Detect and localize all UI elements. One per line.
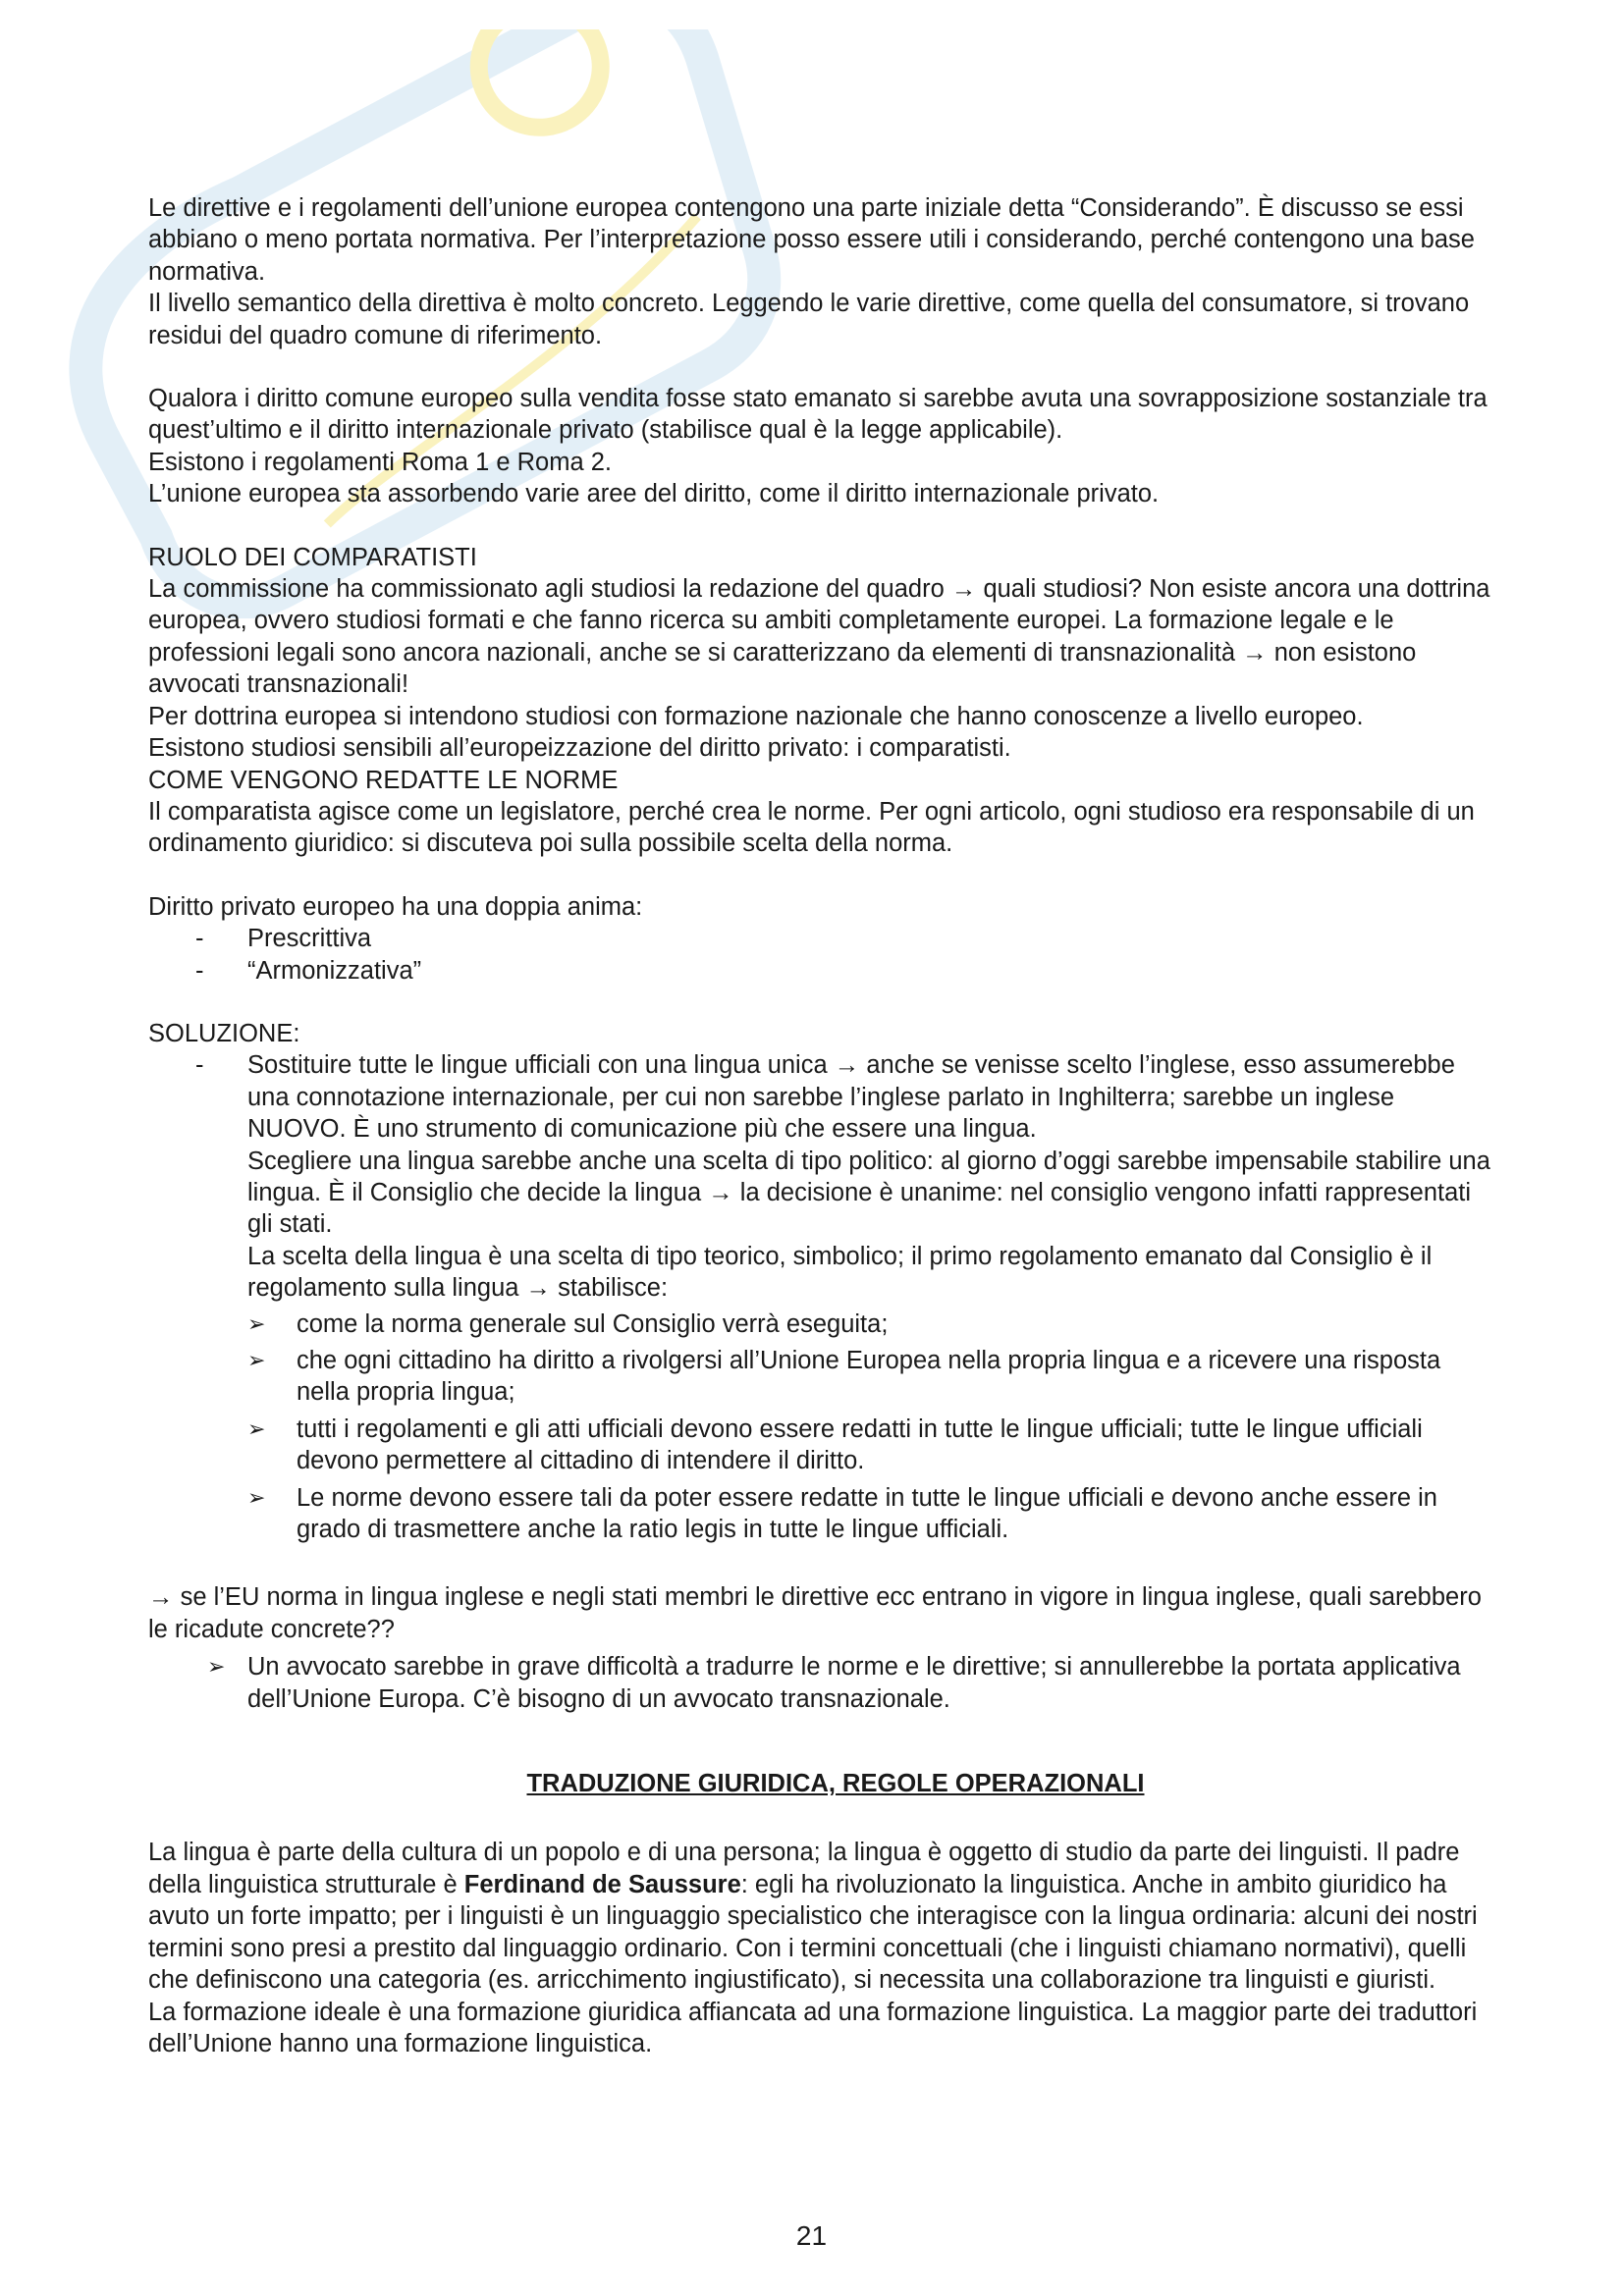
list-item: ➢ che ogni cittadino ha diritto a rivolgersi all’Unione Europea nella propria lingua e a ricevere una risposta nella propria lingua; (247, 1347, 1441, 1407)
heading-come-vengono-redatte: COME VENGONO REDATTE LE NORME (148, 766, 619, 794)
arrow-bullet-icon: ➢ (207, 1654, 226, 1680)
heading-ruolo-comparatisti: RUOLO DEI COMPARATISTI (148, 543, 477, 571)
arrow-bullet-icon: ➢ (247, 1310, 266, 1336)
list-item (148, 1651, 1493, 1715)
paragraph-eu-inglese: → se l’EU norma in lingua inglese e negli stati membri le direttive ecc entrano in vigore in lingua inglese, quali sarebbero le ricadute concrete?? (148, 1583, 1482, 1643)
section-title: TRADUZIONE GIURIDICA, REGOLE OPERAZIONALI (526, 1770, 1145, 1798)
document-body (148, 192, 1493, 2059)
list-item: ➢ tutti i regolamenti e gli atti ufficiali devono essere redatti in tutte le lingue ufficiali; tutte le lingue ufficiali devono permettere al cittadino di intendere il diritto. (247, 1415, 1423, 1475)
list-item: - Prescrittiva (195, 925, 372, 953)
paragraph-avvocato: Un avvocato sarebbe in grave difficoltà a tradurre le norme e le direttive; si annullerebbe la portata applicativa dell’Unione Europa. C’è bisogno di un avvocato transnazionale. (247, 1653, 1461, 1713)
paragraph-diritto-comune: Qualora i diritto comune europeo sulla vendita fosse stato emanato si sarebbe avuta una sovrapposizione sostanziale tra quest’ultimo e il diritto internazionale privato (stabilisce qual è la legge applicabile). (148, 385, 1488, 445)
paragraph-doppia-anima: Diritto privato europeo ha una doppia anima: (148, 892, 643, 921)
page-number: 21 (795, 2220, 828, 2251)
soluzione-text-1: Sostituire tutte le lingue ufficiali con una lingua unica → anche se venisse scelto l’inglese, esso assumerebbe una connotazione internazionale, per cui non sarebbe l’inglese parlato in Inghilterra; sarebbe un inglese NUOVO. È uno strumento di comunicazione più che essere una lingua. (247, 1051, 1455, 1144)
paragraph-roma: Esistono i regolamenti Roma 1 e Roma 2. (148, 448, 612, 476)
soluzione-text-2: Scegliere una lingua sarebbe anche una scelta di tipo politico: al giorno d’oggi sarebbe impensabile stabilire una lingua. È il Consiglio che decide la lingua → la decisione è unanime: nel consiglio vengono infatti rappresentati gli stati. (247, 1147, 1490, 1239)
paragraph-lingua-cultura: La lingua è parte della cultura di un popolo e di una persona; la lingua è oggetto di studio da parte dei linguisti. Il padre della linguistica strutturale è Ferdinand de Saussure: egli ha rivoluzionato la linguistica. Anche in ambito giuridico ha avuto un forte impatto; per i linguisti è un linguaggio specialistico che interagisce con la lingua ordinaria: alcuni dei nostri termini sono presi a prestito dal linguaggio ordinario. Con i termini concettuali (che i linguisti chiamano normativi), quelli che definiscono una categoria (es. arricchimento ingiustificato), si necessita una collaborazione tra linguisti e giuristi. (148, 1839, 1478, 1995)
paragraph-unione-assorbe: L’unione europea sta assorbendo varie aree del diritto, come il diritto internazionale privato. (148, 480, 1160, 508)
heading-soluzione: SOLUZIONE: (148, 1019, 300, 1047)
paragraph-dottrina-europea: Per dottrina europea si intendono studiosi con formazione nazionale che hanno conoscenze a livello europeo. (148, 702, 1364, 730)
list-item: - “Armonizzativa” (195, 956, 422, 985)
arrow-bullet-icon: ➢ (247, 1348, 266, 1372)
paragraph-livello-semantico: Il livello semantico della direttiva è molto concreto. Leggendo le varie direttive, come quella del consumatore, si trovano residui del quadro comune di riferimento. (148, 290, 1470, 349)
saussure-name: Ferdinand de Saussure (463, 1870, 741, 1898)
soluzione-list (148, 1049, 1493, 1304)
list-item: - Sostituire tutte le lingue ufficiali con una lingua unica → anche se venisse scelto l’inglese, esso assumerebbe una connotazione internazionale, per cui non sarebbe l’inglese parlato in Inghilterra; sarebbe un inglese NUOVO. È uno strumento di comunicazione più che essere una lingua. Scegliere una lingua sarebbe anche una scelta di tipo politico: al giorno d’oggi sarebbe impensabile stabilire una lingua. È il Consiglio che decide la lingua → la decisione è unanime: nel consiglio vengono infatti rappresentati gli stati. La scelta della lingua è una scelta di tipo teorico, simbolico; il primo regolamento emanato dal Consiglio è il regolamento sulla lingua → stabilisce: (148, 1049, 1493, 1304)
paragraph-considerando: Le direttive e i regolamenti dell’unione europea contengono una parte iniziale detta “Considerando”. È discusso se essi abbiano o meno portata normativa. Per l’interpretazione posso essere utili i considerando, perché contengono una base normativa. (148, 194, 1475, 286)
arrow-bullet-icon: ➢ (247, 1415, 266, 1441)
list-item: ➢ come la norma generale sul Consiglio verrà eseguita; (148, 1308, 1493, 1340)
paragraph-formazione-ideale: La formazione ideale è una formazione giuridica affiancata ad una formazione linguistica. La maggior parte dei traduttori dell’Unione hanno una formazione linguistica. (148, 1998, 1478, 2057)
regolamento-lingua-list (148, 1308, 1493, 1546)
list-item: ➢ Le norme devono essere tali da poter essere redatte in tutte le lingue ufficiali e devono anche essere in grado di trasmettere anche la ratio legis in tutte le lingue ufficiali. (247, 1483, 1437, 1544)
arrow-bullet-icon: ➢ (247, 1484, 266, 1510)
paragraph-comparatista-legislatore: Il comparatista agisce come un legislatore, perché crea le norme. Per ogni articolo, ogni studioso era responsabile di un ordinamento giuridico: si discuteva poi sulla possibile scelta della norma. (148, 797, 1475, 858)
paragraph-commissione: La commissione ha commissionato agli studiosi la redazione del quadro → quali studiosi? Non esiste ancora una dottrina europea, ovvero studiosi formati e che fanno ricerca su ambiti completamente europei. La formazione legale e le professioni legali sono ancora nazionali, anche se si caratterizzano da elementi di transnazionalità → non esistono avvocati transnazionali! (148, 575, 1490, 699)
watermark-badge (458, 29, 622, 149)
paragraph-comparatisti: Esistono studiosi sensibili all’europeizzazione del diritto privato: i comparatisti. (148, 734, 1011, 763)
soluzione-text-3: La scelta della lingua è una scelta di tipo teorico, simbolico; il primo regolamento emanato dal Consiglio è il regolamento sulla lingua → stabilisce: (247, 1242, 1433, 1303)
anima-list (148, 923, 1493, 987)
